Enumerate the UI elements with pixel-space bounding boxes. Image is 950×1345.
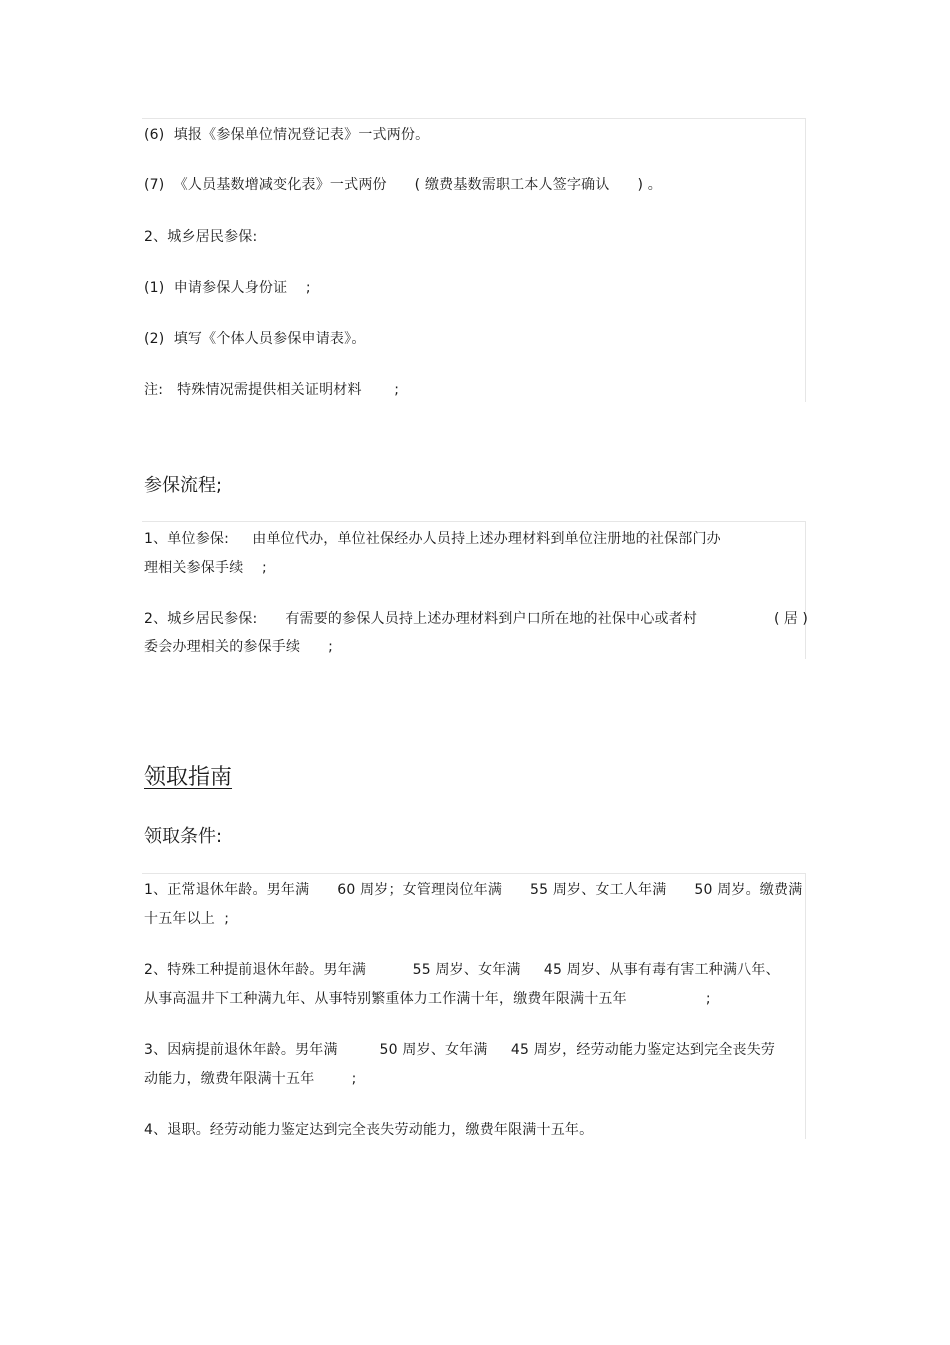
condition-4-line-1: 4、退职。经劳动能力鉴定达到完全丧失劳动能力，缴费年限满十五年。 bbox=[144, 1122, 594, 1138]
residents-item-1: (1) 申请参保人身份证 ; bbox=[144, 280, 311, 296]
note-line: 注: 特殊情况需提供相关证明材料 ; bbox=[144, 382, 400, 398]
condition-2-line-1: 2、特殊工种提前退休年龄。男年满 55 周岁、女年满 45 周岁、从事有毒有害工种满八年、 bbox=[144, 962, 780, 978]
process-item-2-line-2: 委会办理相关的参保手续 ; bbox=[144, 639, 334, 655]
condition-1-line-1: 1、正常退休年龄。男年满 60 周岁；女管理岗位年满 55 周岁、女工人年满 50 周岁。缴费满 bbox=[144, 882, 803, 898]
requirements-box bbox=[142, 118, 806, 402]
requirement-item-7: (7) 《人员基数增减变化表》一式两份 ( 缴费基数需职工本人签字确认 ) 。 bbox=[144, 177, 662, 193]
process-item-2-right: ( 居 ) bbox=[774, 611, 808, 627]
condition-2-line-2: 从事高温井下工种满九年、从事特别繁重体力工作满十年，缴费年限满十五年 ; bbox=[144, 991, 711, 1007]
process-item-2-line-1: 2、城乡居民参保: 有需要的参保人员持上述办理材料到户口所在地的社保中心或者村 bbox=[144, 611, 698, 627]
process-item-1-line-1: 1、单位参保: 由单位代办，单位社保经办人员持上述办理材料到单位注册地的社保部门办 bbox=[144, 531, 721, 547]
process-heading: 参保流程; bbox=[144, 475, 223, 496]
condition-3-line-1: 3、因病提前退休年龄。男年满 50 周岁、女年满 45 周岁，经劳动能力鉴定达到完全丧失劳 bbox=[144, 1042, 776, 1058]
residents-item-2: (2) 填写《个体人员参保申请表》。 bbox=[144, 331, 366, 347]
conditions-heading: 领取条件: bbox=[144, 826, 223, 847]
requirement-item-6: (6) 填报《参保单位情况登记表》一式两份。 bbox=[144, 127, 430, 143]
guide-title: 领取指南 bbox=[144, 765, 233, 790]
residents-heading: 2、城乡居民参保: bbox=[144, 229, 258, 245]
process-item-1-line-2: 理相关参保手续 ; bbox=[144, 560, 267, 576]
condition-3-line-2: 动能力，缴费年限满十五年 ; bbox=[144, 1071, 357, 1087]
condition-1-line-2: 十五年以上 ; bbox=[144, 911, 230, 927]
